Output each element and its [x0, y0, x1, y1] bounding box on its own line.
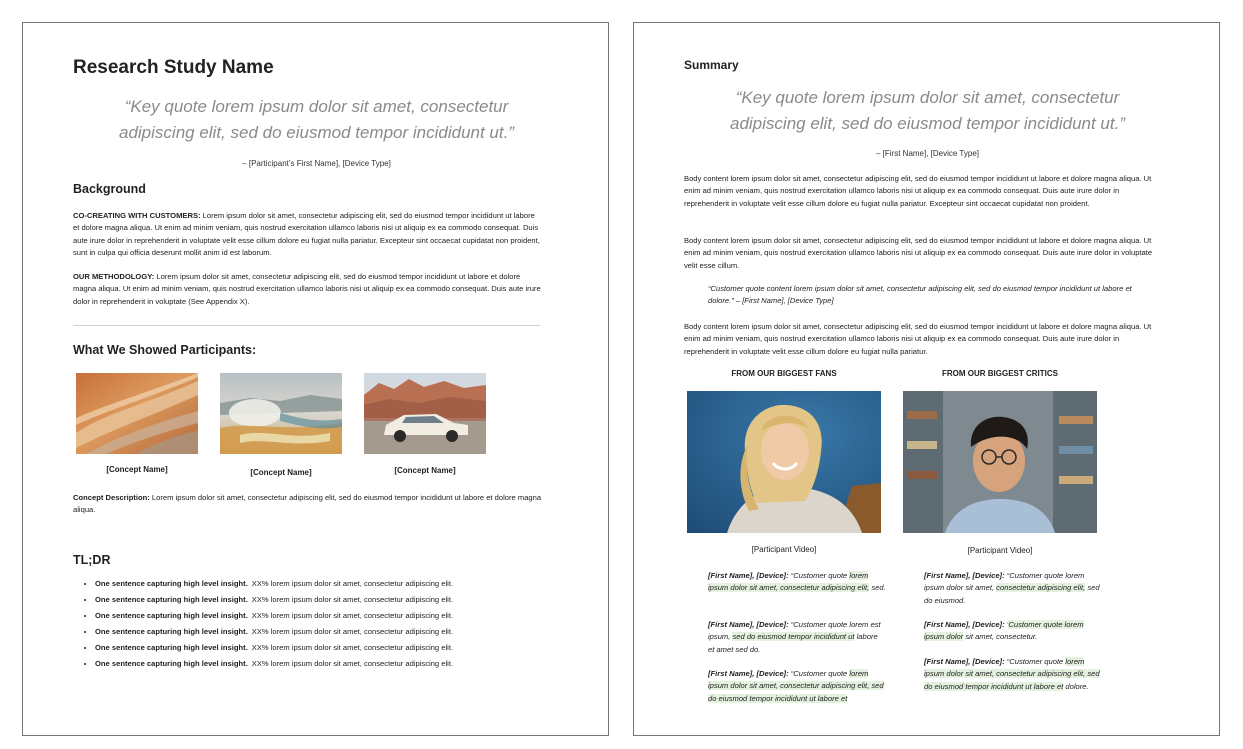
tldr-list — [73, 576, 555, 671]
insight-text: XX% lorem ipsum dolor sit amet, consectetur adipiscing elit. — [251, 626, 454, 636]
key-quote-line-2: adipiscing elit, sed do eiusmod tempor incididunt ut.” — [730, 114, 1125, 133]
concept-name-3: [Concept Name] — [394, 466, 456, 475]
paragraph-label: OUR METHODOLOGY: — [73, 272, 155, 281]
report-page-2 — [633, 22, 1220, 736]
quote-highlight: consectetur adipiscing elit, — [996, 583, 1086, 593]
quote-speaker: [First Name], [Device]: — [924, 657, 1005, 666]
list-item — [95, 624, 555, 640]
quote-highlight: lorem ipsum dolor sit amet, consectetur adipiscing elit, sed do eiusmod tempor incididunt ut labore et — [924, 657, 1100, 691]
quote-text: sed do eiusmod. — [924, 583, 1100, 605]
quote-text: “Customer quote — [788, 669, 850, 678]
critic-quote-3 — [924, 656, 1102, 693]
section-divider — [73, 325, 540, 326]
list-item — [95, 608, 555, 624]
quote-text: “Customer quote — [788, 571, 850, 580]
fan-video-label: [Participant Video] — [751, 545, 817, 554]
concept-image-desert — [76, 373, 198, 454]
page-title: Research Study Name — [73, 57, 274, 78]
summary-body-2: Body content lorem ipsum dolor sit amet, consectetur adipiscing elit, sed do eiusmod tempor incididunt ut labore et dolore magna aliqua. Ut enim ad minim veniam, quis nostrud exercitation ullamco laboris nisi ut aliquip ex ea commodo consequat. Duis aute irure dolor in voluptate velit esse cillum. — [684, 236, 1153, 270]
insight-text: XX% lorem ipsum dolor sit amet, consectetur adipiscing elit. — [251, 642, 454, 652]
list-item — [95, 576, 555, 592]
tldr-heading: TL;DR — [73, 553, 111, 567]
quote-highlight: Customer quote lorem ipsum dolor — [924, 620, 1084, 642]
showed-heading: What We Showed Participants: — [73, 343, 257, 357]
insight-bold: One sentence capturing high level insight. — [95, 642, 248, 652]
list-item — [95, 656, 555, 672]
insight-bold: One sentence capturing high level insight. — [95, 626, 248, 636]
key-quote-line-1: “Key quote lorem ipsum dolor sit amet, consectetur — [735, 88, 1120, 107]
insight-text: XX% lorem ipsum dolor sit amet, consectetur adipiscing elit. — [251, 594, 454, 604]
key-quote-line-2: adipiscing elit, sed do eiusmod tempor incididunt ut.” — [119, 123, 514, 142]
key-quote — [63, 94, 570, 146]
concept-name-1: [Concept Name] — [106, 465, 168, 474]
critic-quote-2 — [924, 619, 1102, 644]
insight-text: XX% lorem ipsum dolor sit amet, consectetur adipiscing elit. — [251, 579, 454, 588]
paragraph-text: Lorem ipsum dolor sit amet, consectetur adipiscing elit, sed do eiusmod tempor incididunt ut labore et dolore magna aliqua. — [73, 493, 542, 515]
quote-text: “Customer quote — [1004, 657, 1066, 666]
quote-text: dolore. — [1063, 681, 1089, 691]
paragraph-label: CO-CREATING WITH CUSTOMERS: — [73, 211, 201, 220]
quote-text: sed. — [869, 583, 886, 593]
concept-image-car — [364, 373, 486, 454]
quote-speaker: [First Name], [Device]: — [924, 571, 1005, 580]
paragraph-text: Lorem ipsum dolor sit amet, consectetur adipiscing elit, sed do eiusmod tempor incididunt ut labore et dolore magna aliqua. Ut enim ad minim veniam, quis nostrud exercitation ullamco laboris nisi ut aliquip ex ea commodo consequat. Duis aute irure dolor in reprehenderit in voluptate (See Appendix X). — [73, 272, 541, 306]
summary-body-1: Body content lorem ipsum dolor sit amet, consectetur adipiscing elit, sed do eiusmod tempor incididunt ut labore et dolore magna aliqua. Ut enim ad minim veniam, quis nostrud exercitation ullamco laboris nisi ut aliquip ex ea commodo consequat. Duis aute irure dolor in reprehenderit in voluptate velit esse cillum dolore eu fugiat nulla pariatur. Excepteur sint occaecat cupidatat non proident. — [684, 174, 1152, 208]
critic-video-label: [Participant Video] — [967, 546, 1033, 555]
quote-speaker: [First Name], [Device]: — [708, 669, 789, 678]
paragraph-text: Lorem ipsum dolor sit amet, consectetur adipiscing elit, sed do eiusmod tempor incididunt ut labore et dolore magna aliqua. Ut enim ad minim veniam, quis nostrud exercitation ullamco laboris nisi ut aliquip ex ea commodo consequat. Duis aute irure dolor in reprehenderit in voluptate velit esse cillum dolore eu fugiat nulla pariatur. Excepteur sint occaecat cupidatat non proident, sunt in culpa qui officia deserunt mollit anim id est laborum. — [73, 211, 540, 258]
concept-image-geyser — [220, 373, 342, 454]
insight-bold: One sentence capturing high level insight. — [95, 579, 248, 588]
summary-body-3: Body content lorem ipsum dolor sit amet, consectetur adipiscing elit, sed do eiusmod tempor incididunt ut labore et dolore magna aliqua. Ut enim ad minim veniam, quis nostrud exercitation ullamco laboris nisi ut aliquip ex ea commodo consequat. Duis aute irure dolor in reprehenderit in voluptate velit esse cillum dolore eu fugiat nulla pariatur. — [684, 322, 1152, 356]
quote-attribution: – [First Name], [Device Type] — [876, 149, 979, 158]
critics-heading: FROM OUR BIGGEST CRITICS — [942, 369, 1058, 378]
list-item — [95, 592, 555, 608]
critic-quote-1 — [924, 570, 1102, 607]
key-quote-line-1: “Key quote lorem ipsum dolor sit amet, consectetur — [124, 97, 509, 116]
key-quote — [674, 85, 1181, 137]
insight-text: XX% lorem ipsum dolor sit amet, consectetur adipiscing elit. — [251, 610, 454, 620]
insight-bold: One sentence capturing high level insight. — [95, 610, 248, 620]
quote-highlight: lorem ipsum dolor sit amet, consectetur adipiscing elit, sed do eiusmod tempor incididunt ut labore et — [708, 669, 884, 703]
critic-participant-video[interactable] — [903, 391, 1097, 533]
concept-description — [73, 492, 543, 517]
fan-quote-1 — [708, 570, 886, 595]
insight-bold: One sentence capturing high level insight. — [95, 594, 248, 604]
fans-heading: FROM OUR BIGGEST FANS — [731, 369, 837, 378]
concept-name-2: [Concept Name] — [250, 468, 312, 477]
report-page-1 — [22, 22, 609, 736]
quote-attribution: – [Participant’s First Name], [Device Type] — [242, 159, 391, 168]
quote-text: “Customer quote lorem ipsum dolor sit amet, — [924, 571, 1085, 593]
quote-speaker: [First Name], [Device]: — [708, 620, 789, 629]
quote-text: sit amet, consectetur. — [963, 632, 1038, 642]
background-paragraph-1 — [73, 210, 543, 260]
paragraph-label: Concept Description: — [73, 493, 150, 502]
quote-text: “Customer quote lorem est ipsum, — [708, 620, 881, 642]
quote-text: ‘ — [1004, 620, 1009, 629]
fan-quote-2 — [708, 619, 886, 656]
fan-participant-video[interactable] — [687, 391, 881, 533]
summary-heading: Summary — [684, 58, 739, 72]
insight-text: XX% lorem ipsum dolor sit amet, consectetur adipiscing elit. — [251, 658, 454, 668]
background-heading: Background — [73, 182, 146, 196]
quote-speaker: [First Name], [Device]: — [924, 620, 1005, 629]
quote-highlight: lorem ipsum dolor sit amet, consectetur adipiscing elit, — [708, 571, 870, 593]
list-item — [95, 640, 555, 656]
quote-text: labore et amet sed do. — [708, 632, 878, 654]
insight-bold: One sentence capturing high level insight. — [95, 658, 248, 668]
inset-customer-quote: “Customer quote content lorem ipsum dolor sit amet, consectetur adipiscing elit, sed do eiusmod tempor incididunt ut labore et dolore.” – [First Name], [Device Type] — [708, 284, 1132, 306]
fan-quote-3 — [708, 668, 886, 705]
quote-highlight: sed do eiusmod tempor incididunt ut — [732, 632, 855, 642]
background-paragraph-2 — [73, 271, 543, 308]
quote-speaker: [First Name], [Device]: — [708, 571, 789, 580]
